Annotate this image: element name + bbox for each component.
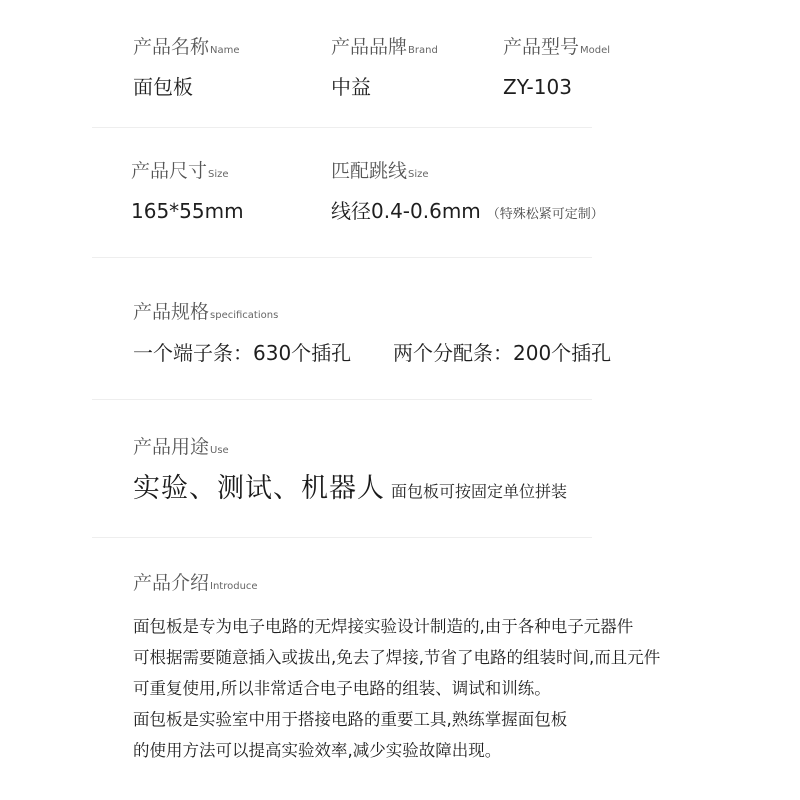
- specs-label-cn: 产品规格: [133, 301, 210, 323]
- divider: [92, 537, 592, 538]
- jumper-value-text: 线径0.4-0.6mm: [331, 199, 481, 223]
- intro-line: 可重复使用,所以非常适合电子电路的组装、调试和训练。: [133, 679, 551, 698]
- name-label-en: Name: [210, 45, 240, 56]
- specs-label: [133, 303, 278, 322]
- jumper-note: （特殊松紧可定制）: [486, 207, 604, 222]
- intro-label-cn: 产品介绍: [133, 572, 210, 594]
- jumper-value: [331, 201, 604, 221]
- brand-label: [331, 38, 438, 57]
- usage-label-en: Use: [210, 445, 229, 456]
- intro-text: [133, 611, 660, 766]
- brand-label-en: Brand: [408, 45, 438, 56]
- model-label-cn: 产品型号: [503, 36, 580, 58]
- divider: [92, 127, 592, 128]
- intro-line: 可根据需要随意插入或拔出,免去了焊接,节省了电路的组装时间,而且元件: [133, 648, 661, 667]
- brand-label-cn: 产品品牌: [331, 36, 408, 58]
- intro-line: 面包板是实验室中用于搭接电路的重要工具,熟练掌握面包板: [133, 710, 568, 729]
- size-label: [131, 162, 229, 181]
- jumper-label-cn: 匹配跳线: [331, 160, 408, 182]
- name-label: [133, 38, 240, 57]
- intro-label: [133, 574, 258, 593]
- usage-main: 实验、测试、机器人: [133, 473, 385, 504]
- usage-label-cn: 产品用途: [133, 436, 210, 458]
- intro-line: 的使用方法可以提高实验效率,减少实验故障出现。: [133, 741, 502, 760]
- divider: [92, 257, 592, 258]
- size-label-cn: 产品尺寸: [131, 160, 208, 182]
- intro-label-en: Introduce: [210, 581, 258, 592]
- divider: [92, 399, 592, 400]
- model-value: ZY-103: [503, 75, 572, 99]
- specs-terminal: 一个端子条：630个插孔: [133, 341, 352, 365]
- jumper-label-en: Size: [408, 169, 429, 180]
- size-value: 165*55mm: [131, 199, 244, 223]
- usage-label: [133, 438, 229, 457]
- jumper-label: [331, 162, 429, 181]
- specs-distribution: 两个分配条：200个插孔: [393, 341, 612, 365]
- usage-note: 面包板可按固定单位拼装: [391, 482, 568, 501]
- name-label-cn: 产品名称: [133, 36, 210, 58]
- brand-value: 中益: [331, 75, 371, 99]
- model-label-en: Model: [580, 45, 611, 56]
- intro-line: 面包板是专为电子电路的无焊接实验设计制造的,由于各种电子元器件: [133, 617, 634, 636]
- usage-value: [133, 475, 567, 502]
- name-value: 面包板: [133, 75, 193, 99]
- specs-label-en: specifications: [210, 310, 279, 321]
- model-label: [503, 38, 610, 57]
- size-label-en: Size: [208, 169, 229, 180]
